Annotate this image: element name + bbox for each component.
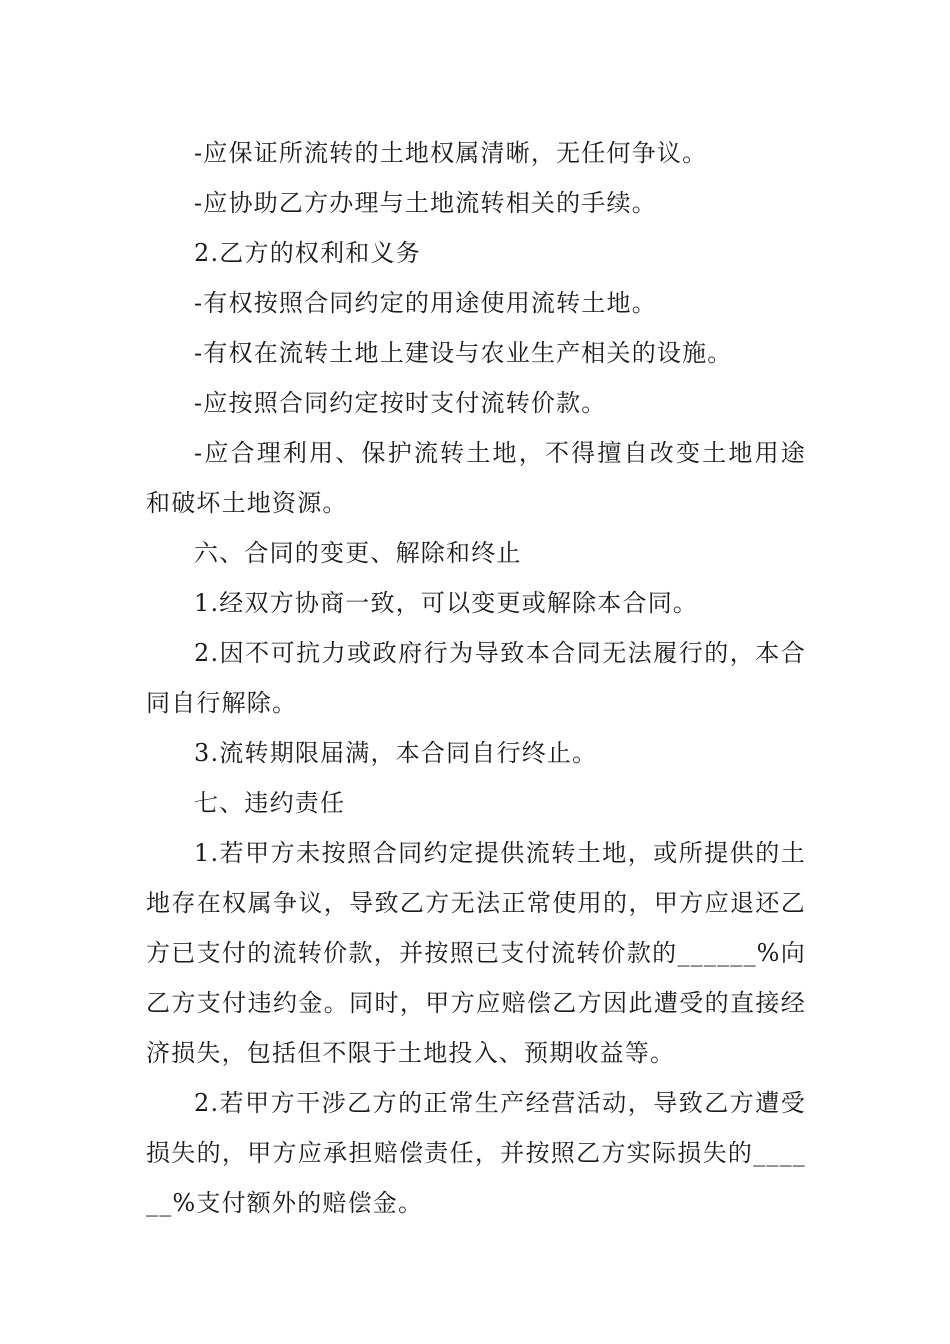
paragraph-term-expiry: 3.流转期限届满，本合同自行终止。	[194, 739, 598, 767]
section-heading-change-termination: 六、合同的变更、解除和终止	[194, 539, 522, 567]
paragraph-party-a-duty-clear-title: -应保证所流转的土地权属清晰，无任何争议。	[194, 139, 708, 167]
document-body	[146, 128, 806, 1228]
paragraph-party-a-interference: 2.若甲方干涉乙方的正常生产经营活动，导致乙方遭受损失的，甲方应承担赔偿责任，并按照乙方实际损失的______%支付额外的赔偿金。	[146, 1089, 806, 1217]
paragraph-force-majeure: 2.因不可抗力或政府行为导致本合同无法履行的，本合同自行解除。	[146, 639, 806, 717]
paragraph-party-b-duty-pay: -应按照合同约定按时支付流转价款。	[194, 389, 607, 417]
paragraph-party-a-duty-assist: -应协助乙方办理与土地流转相关的手续。	[194, 189, 657, 217]
section-heading-breach-liability: 七、违约责任	[194, 789, 346, 817]
paragraph-party-a-breach-land: 1.若甲方未按照合同约定提供流转土地，或所提供的土地存在权属争议，导致乙方无法正常使用的，甲方应退还乙方已支付的流转价款，并按照已支付流转价款的______%向乙方支付违约金。同时，甲方应赔偿乙方因此遭受的直接经济损失，包括但不限于土地投入、预期收益等。	[146, 839, 806, 1067]
paragraph-party-b-duty-protect: -应合理利用、保护流转土地，不得擅自改变土地用途和破坏土地资源。	[146, 439, 806, 517]
paragraph-party-b-heading: 2.乙方的权利和义务	[194, 239, 421, 267]
paragraph-party-b-right-use: -有权按照合同约定的用途使用流转土地。	[194, 289, 657, 317]
paragraph-party-b-right-build: -有权在流转土地上建设与农业生产相关的设施。	[194, 339, 733, 367]
paragraph-change-by-agreement: 1.经双方协商一致，可以变更或解除本合同。	[194, 589, 699, 617]
